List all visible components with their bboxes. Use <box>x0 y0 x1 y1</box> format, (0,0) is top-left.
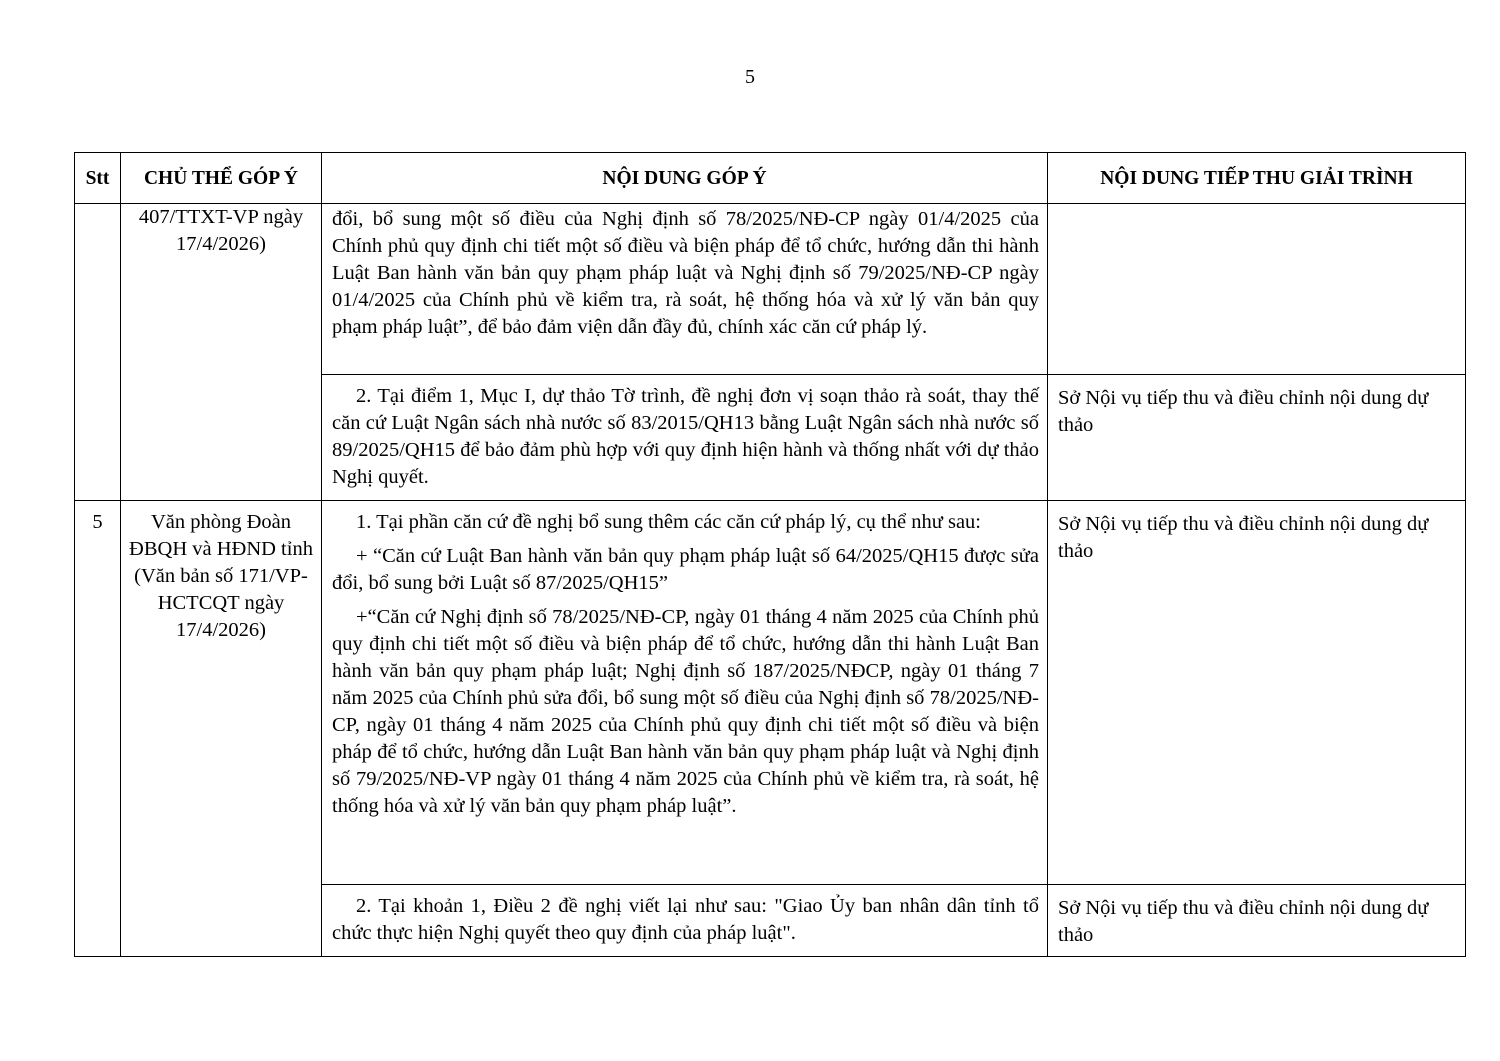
content-cell <box>322 375 1048 501</box>
table-row <box>75 501 1466 885</box>
response-cell: Sở Nội vụ tiếp thu và điều chỉnh nội dung dự thảo <box>1048 885 1466 957</box>
content-cell <box>322 885 1048 957</box>
table-body <box>75 204 1466 957</box>
subject-cell: Văn phòng Đoàn ĐBQH và HĐND tỉnh (Văn bản số 171/VP-HCTCQT ngày 17/4/2026) <box>121 501 322 957</box>
response-cell: Sở Nội vụ tiếp thu và điều chỉnh nội dung dự thảo <box>1048 501 1466 885</box>
header-row <box>75 153 1466 204</box>
content-paragraph: 2. Tại điểm 1, Mục I, dự thảo Tờ trình, đề nghị đơn vị soạn thảo rà soát, thay thế căn cứ Luật Ngân sách nhà nước số 83/2015/QH13 bằng Luật Ngân sách nhà nước số 89/2025/QH15 để bảo đảm phù hợp với quy định hiện hành và thống nhất với dự thảo Nghị quyết. <box>332 385 1039 488</box>
content-cell <box>322 501 1048 885</box>
subject-cell: 407/TTXT-VP ngày 17/4/2026) <box>121 204 322 501</box>
page-number: 5 <box>745 66 755 88</box>
header-response: NỘI DUNG TIẾP THU GIẢI TRÌNH <box>1048 153 1466 204</box>
table-header <box>75 153 1466 204</box>
content-paragraph: +“Căn cứ Nghị định số 78/2025/NĐ-CP, ngày 01 tháng 4 năm 2025 của Chính phủ quy định chi tiết một số điều và biện pháp để tổ chức, hướng dẫn thi hành Luật Ban hành văn bản quy phạm pháp luật; Nghị định số 187/2025/NĐCP, ngày 01 tháng 7 năm 2025 của Chính phủ sửa đổi, bổ sung một số điều của Nghị định số 78/2025/NĐ-CP, ngày 01 tháng 4 năm 2025 của Chính phủ quy định chi tiết một số điều và biện pháp để tổ chức, hướng dẫn Luật Ban hành văn bản quy phạm pháp luật và Nghị định số 79/2025/NĐ-VP ngày 01 tháng 4 năm 2025 của Chính phủ về kiểm tra, rà soát, hệ thống hóa và xử lý văn bản quy phạm pháp luật”. <box>332 606 1039 817</box>
feedback-table <box>74 152 1466 957</box>
stt-cell <box>75 204 121 501</box>
response-cell: Sở Nội vụ tiếp thu và điều chỉnh nội dung dự thảo <box>1048 375 1466 501</box>
header-subject: CHỦ THỂ GÓP Ý <box>121 153 322 204</box>
content-paragraph: 2. Tại khoản 1, Điều 2 đề nghị viết lại như sau: "Giao Ủy ban nhân dân tỉnh tổ chức thực hiện Nghị quyết theo quy định của pháp luật". <box>332 895 1039 944</box>
table-row <box>75 204 1466 375</box>
stt-cell: 5 <box>75 501 121 957</box>
content-paragraph: 1. Tại phần căn cứ đề nghị bổ sung thêm các căn cứ pháp lý, cụ thể như sau: <box>356 511 981 533</box>
content-paragraph: + “Căn cứ Luật Ban hành văn bản quy phạm pháp luật số 64/2025/QH15 được sửa đổi, bổ sung bởi Luật số 87/2025/QH15” <box>332 545 1039 594</box>
header-content: NỘI DUNG GÓP Ý <box>322 153 1048 204</box>
response-cell <box>1048 204 1466 375</box>
content-cell <box>322 204 1048 375</box>
header-stt: Stt <box>75 153 121 204</box>
content-paragraph: đổi, bổ sung một số điều của Nghị định số 78/2025/NĐ-CP ngày 01/4/2025 của Chính phủ quy định chi tiết một số điều và biện pháp để tổ chức, hướng dẫn thi hành Luật Ban hành văn bản quy phạm pháp luật và Nghị định số 79/2025/NĐ-CP ngày 01/4/2025 của Chính phủ về kiểm tra, rà soát, hệ thống hóa và xử lý văn bản quy phạm pháp luật”, để bảo đảm viện dẫn đầy đủ, chính xác căn cứ pháp lý. <box>332 208 1039 338</box>
